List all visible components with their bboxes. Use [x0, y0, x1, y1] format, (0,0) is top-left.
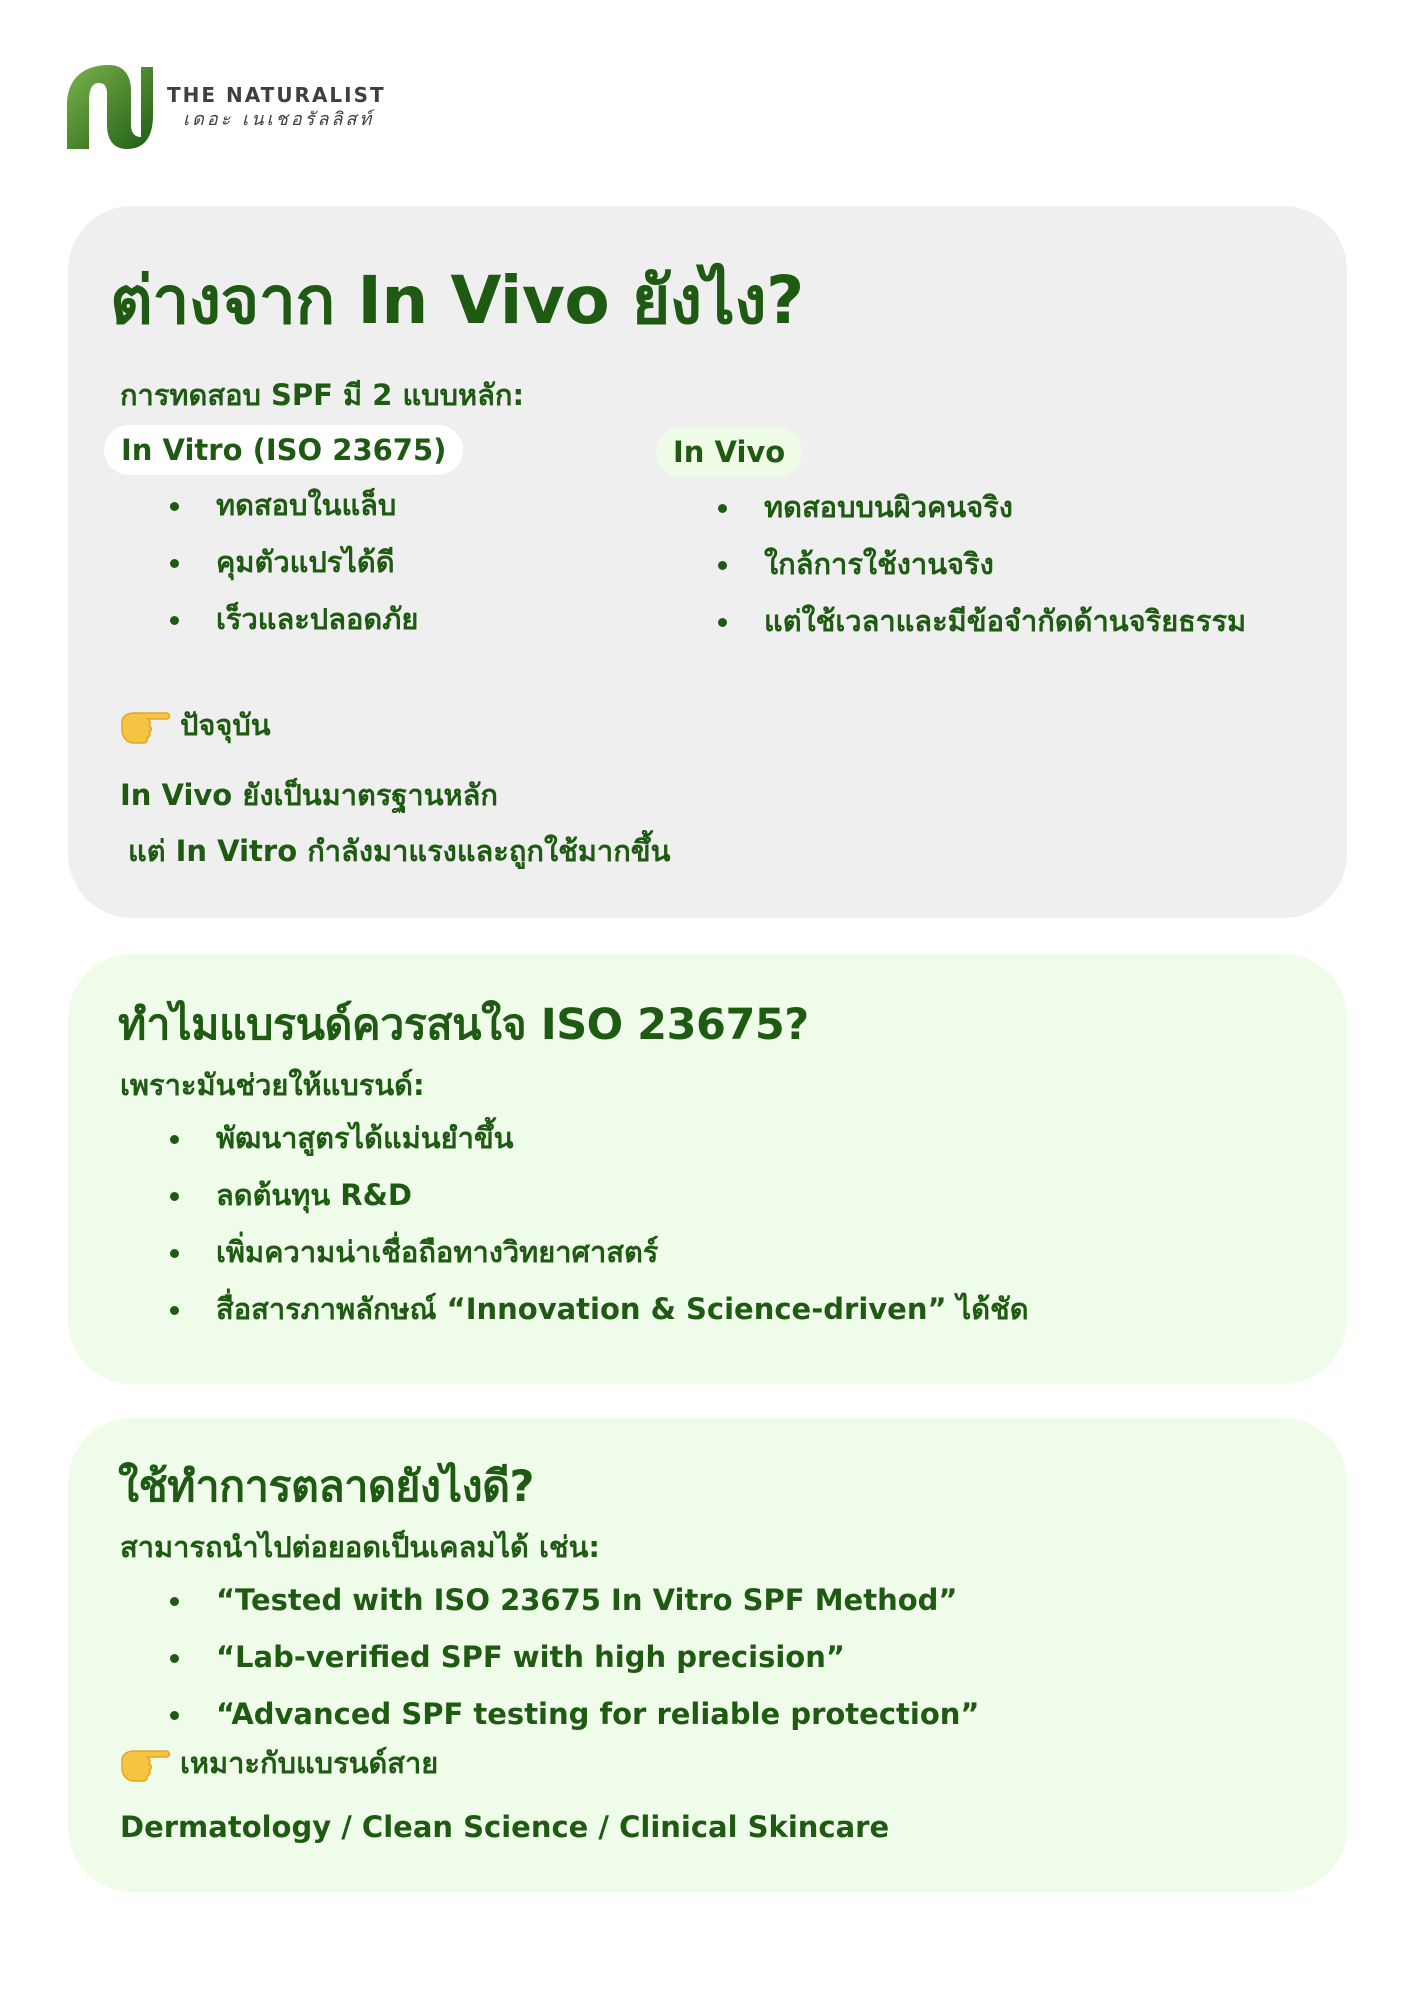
list-item: ใกล้การใช้งานจริง — [716, 536, 1246, 593]
list-item: พัฒนาสูตรได้แม่นยำขึ้น — [168, 1110, 1029, 1167]
marketing-card — [68, 1418, 1347, 1892]
current-note-line1: In Vivo ยังเป็นมาตรฐานหลัก — [120, 778, 498, 812]
in-vitro-label: In Vitro (ISO 23675) — [104, 425, 463, 475]
fit-note-line: Dermatology / Clean Science / Clinical Skincare — [120, 1810, 890, 1844]
list-item: เร็วและปลอดภัย — [168, 591, 418, 648]
fit-note-heading-text: เหมาะกับแบรนด์สาย — [180, 1746, 439, 1780]
comparison-card — [68, 206, 1347, 918]
brand-name-en: THE NATURALIST — [167, 83, 386, 107]
fit-note-heading — [120, 1740, 438, 1786]
section2-intro: เพราะมันช่วยให้แบรนด์: — [120, 1068, 425, 1102]
list-item: ทดสอบในแล็บ — [168, 477, 418, 534]
list-item: ทดสอบบนผิวคนจริง — [716, 479, 1246, 536]
section2-title: ทำไมแบรนด์ควรสนใจ ISO 23675? — [118, 1000, 809, 1050]
list-item: สื่อสารภาพลักษณ์ “Innovation & Science-driven” ได้ชัด — [168, 1281, 1029, 1338]
brand-logo — [67, 63, 386, 149]
list-item: ลดต้นทุน R&D — [168, 1167, 1029, 1224]
section1-intro: การทดสอบ SPF มี 2 แบบหลัก: — [120, 378, 525, 412]
leaf-n-logo-icon — [67, 63, 153, 149]
why-iso-card — [68, 954, 1347, 1384]
list-item: คุมตัวแปรได้ดี — [168, 534, 418, 591]
in-vivo-label: In Vivo — [656, 427, 802, 477]
list-item: แต่ใช้เวลาและมีข้อจำกัดด้านจริยธรรม — [716, 593, 1246, 650]
section3-title: ใช้ทำการตลาดยังไงดี? — [118, 1462, 534, 1512]
list-item: “Lab-verified SPF with high precision” — [168, 1629, 979, 1686]
list-item: เพิ่มความน่าเชื่อถือทางวิทยาศาสตร์ — [168, 1224, 1029, 1281]
in-vitro-list — [168, 477, 418, 648]
list-item: “Tested with ISO 23675 In Vitro SPF Method” — [168, 1572, 979, 1629]
benefits-list — [168, 1110, 1029, 1338]
current-note-heading — [120, 702, 271, 748]
pointing-hand-icon — [120, 708, 172, 746]
current-note-line2: แต่ In Vitro กำลังมาแรงและถูกใช้มากขึ้น — [128, 834, 671, 868]
section3-intro: สามารถนำไปต่อยอดเป็นเคลมได้ เช่น: — [120, 1530, 600, 1564]
section1-title: ต่างจาก In Vivo ยังไง? — [110, 262, 804, 339]
pointing-hand-icon — [120, 1746, 172, 1784]
brand-name-th: เดอะ เนเชอรัลลิสท์ — [183, 109, 375, 130]
current-note-heading-text: ปัจจุบัน — [180, 708, 271, 742]
claims-list — [168, 1572, 979, 1743]
list-item: “Advanced SPF testing for reliable protection” — [168, 1686, 979, 1743]
in-vivo-list — [716, 479, 1246, 650]
